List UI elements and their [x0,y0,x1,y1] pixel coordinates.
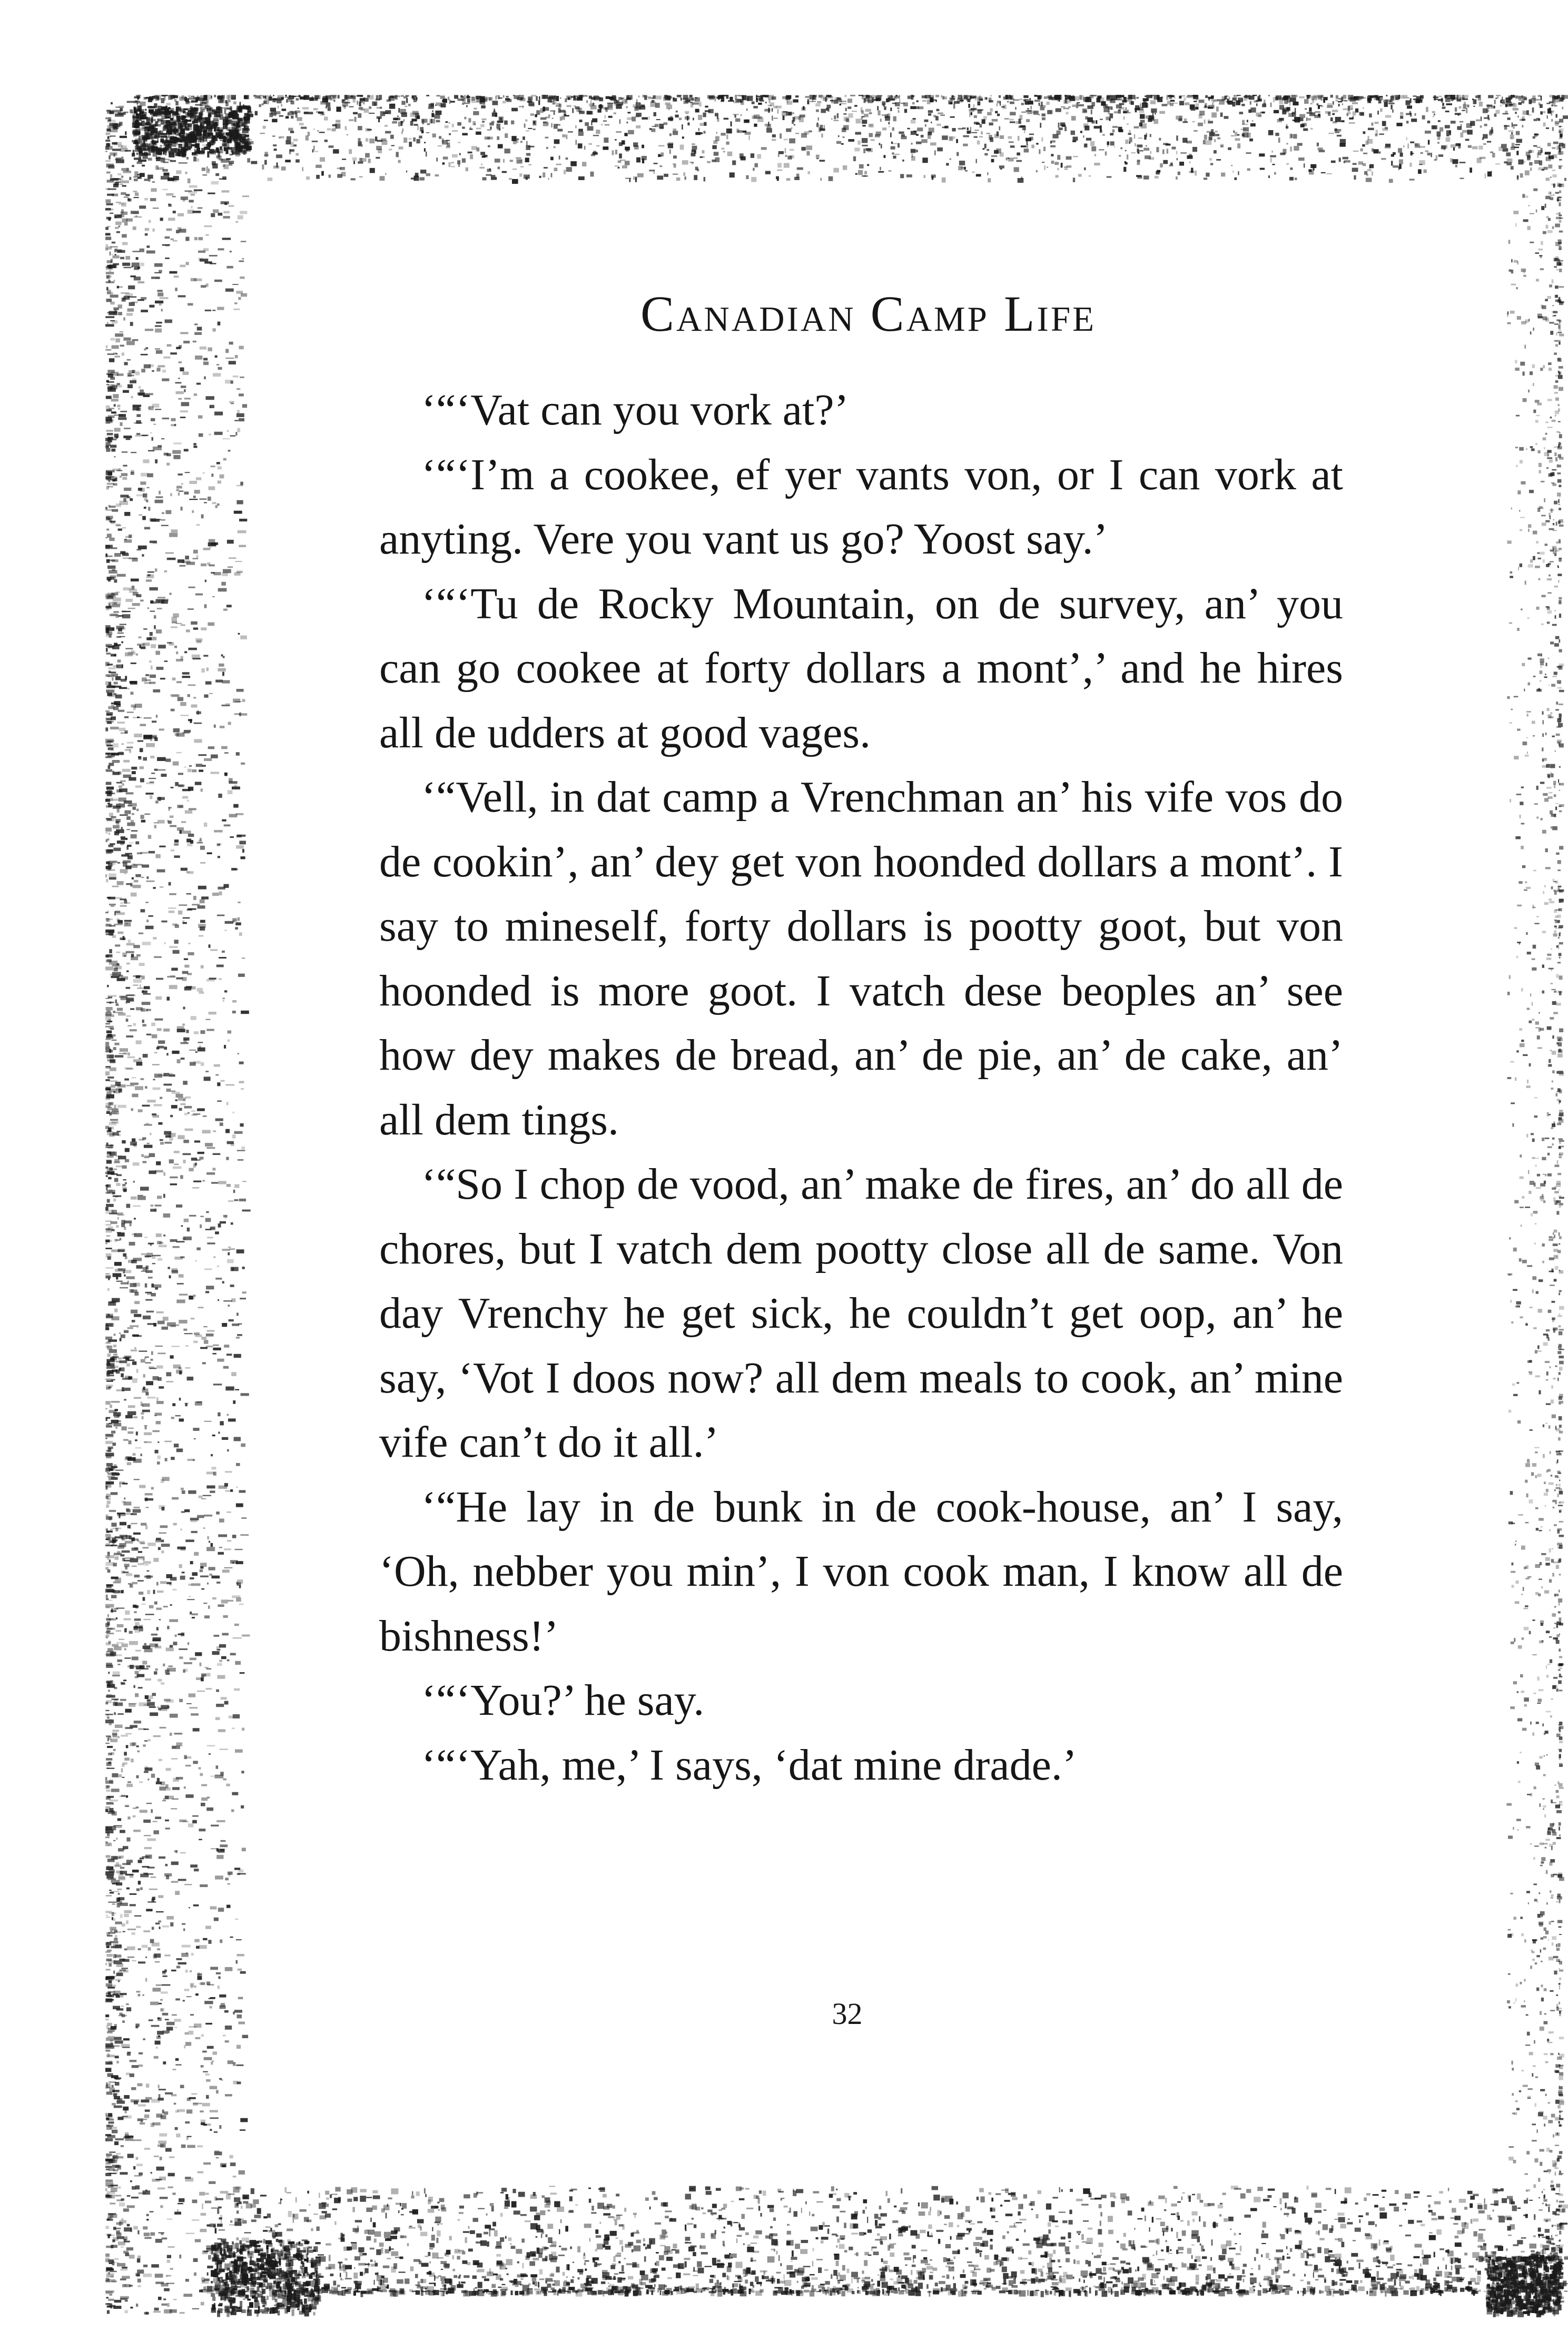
paragraph: ‘“‘You?’ he say. [421,1676,705,1725]
paragraph: ‘“Vell, in dat camp a Vrenchman an’ his vife vos do de cookin’, an’ dey get von hoonded dollars a mont’. I say to mineself, forty dollars is pootty goot, but von hoonded is more goot. I vatch dese beoples an’ see how dey makes de bread, an’ de pie, an’ de cake, an’ all dem tings. [379,773,1343,1144]
paragraph: ‘“‘I’m a cookee, ef yer vants von, or I can vork at anyting. Vere you vant us go? Yoost say.’ [379,450,1343,564]
paragraph: ‘“He lay in de bunk in de cook-house, an’ I say, ‘Oh, nebber you min’, I von cook man, I know all de bishness!’ [379,1482,1343,1661]
paragraph: ‘“‘Vat can you vork at?’ [421,386,849,434]
paragraph: ‘“‘Yah, me,’ I says, ‘dat mine drade.’ [421,1740,1077,1790]
running-head: Canadian Camp Life [640,285,1097,342]
body-text [379,378,1343,1797]
paragraph: ‘“So I chop de vood, an’ make de fires, an’ do all de chores, but I vatch dem pootty close all de same. Von day Vrenchy he get sick, he couldn’t get oop, an’ he say, ‘Vot I doos now? all dem meals to cook, an’ mine vife can’t do it all.’ [379,1160,1343,1467]
paragraph: ‘“‘Tu de Rocky Mountain, on de survey, an’ you can go cookee at forty dollars a mont’,’ and he hires all de udders at good vages. [379,579,1343,757]
page-number: 32 [832,1997,863,2031]
